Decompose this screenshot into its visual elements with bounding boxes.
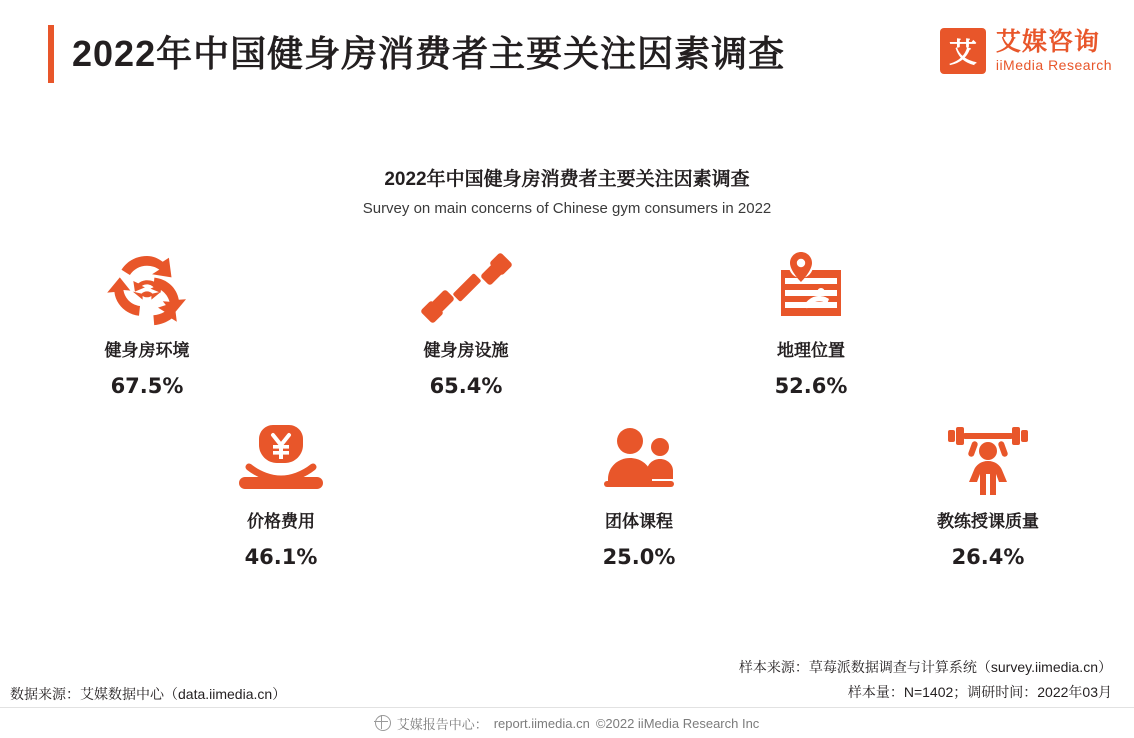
- chart-item-value: 67.5%: [110, 374, 184, 398]
- report-center-label: 艾媒报告中心：: [396, 716, 488, 732]
- chart-item-value: 46.1%: [244, 545, 318, 569]
- title-accent-bar: [48, 25, 54, 83]
- chart-item: [200, 417, 362, 569]
- chart-plot-area: [0, 232, 1134, 602]
- brand-logo: [940, 28, 1112, 74]
- chart-item-label: 价格费用: [247, 512, 315, 531]
- chart-item-value: 26.4%: [951, 545, 1025, 569]
- page-header: [0, 0, 1134, 112]
- hand-money-icon: [200, 417, 362, 497]
- chart-title: 2022年中国健身房消费者主要关注因素调查: [384, 169, 750, 190]
- page-title: 2022年中国健身房消费者主要关注因素调查: [72, 33, 786, 74]
- weightlifter-icon: [905, 417, 1071, 497]
- chart-item: [558, 417, 720, 569]
- chart-item-label: 健身房环境: [104, 341, 190, 360]
- chart-item-label: 健身房设施: [423, 341, 509, 360]
- brand-text: [996, 29, 1112, 74]
- chart-item-label: 教练授课质量: [937, 512, 1039, 531]
- sample-note: [739, 655, 1112, 704]
- chart-item: [66, 246, 228, 398]
- data-source-note: 数据来源：艾媒数据中心（data.iimedia.cn）: [10, 686, 287, 702]
- recycle-arrows-icon: [66, 246, 228, 326]
- chart-item-label: 团体课程: [605, 512, 673, 531]
- chart-subtitle: Survey on main concerns of Chinese gym consumers in 2022: [362, 200, 772, 217]
- copyright-label: ©2022 iiMedia Research Inc: [595, 715, 760, 731]
- group-class-icon: [558, 417, 720, 497]
- chart-item: [905, 417, 1071, 569]
- map-location-icon: [730, 246, 892, 326]
- chart-item: [730, 246, 892, 398]
- footer-bar: [0, 707, 1134, 738]
- brand-name-cn: 艾媒咨询: [995, 27, 1100, 56]
- brand-name-en: iiMedia Research: [995, 57, 1112, 74]
- chart-item-value: 25.0%: [602, 545, 676, 569]
- sample-source-line: 样本来源：草莓派数据调查与计算系统（survey.iimedia.cn）: [738, 659, 1112, 675]
- chart-item-label: 地理位置: [777, 341, 845, 360]
- report-center-link[interactable]: report.iimedia.cn: [493, 715, 590, 731]
- chart-item-value: 65.4%: [429, 374, 503, 398]
- sample-size-line: 样本量：N=1402；调研时间：2022年03月: [847, 683, 1112, 700]
- chart-item-value: 52.6%: [774, 374, 848, 398]
- globe-icon: [375, 715, 391, 731]
- dumbbell-icon: [385, 246, 547, 326]
- chart-item: [385, 246, 547, 398]
- brand-mark-icon: 艾: [940, 28, 986, 74]
